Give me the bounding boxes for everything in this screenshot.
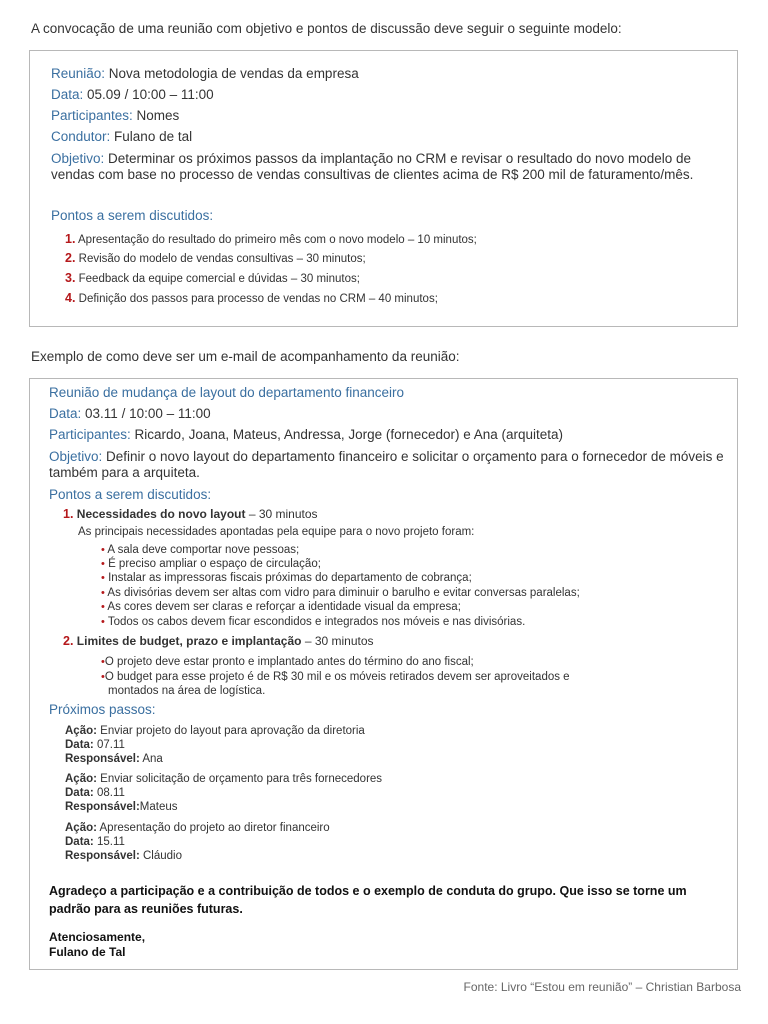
condutor-row [51, 129, 192, 144]
item2-heading: 2. Limites de budget, prazo e implantação – 30 minutos [63, 634, 374, 648]
list-item: •O budget para esse projeto é de R$ 30 mil e os móveis retirados devem ser aproveitados e [101, 671, 570, 683]
reuniao-value: Nova metodologia de vendas da empresa [105, 66, 359, 81]
intro-text-email: Exemplo de como deve ser um e-mail de acompanhamento da reunião: [31, 349, 460, 364]
list-item: 3. Feedback da equipe comercial e dúvidas – 30 minutos; [65, 271, 360, 285]
list-item: • Instalar as impressoras fiscais próximas do departamento de cobrança; [101, 572, 472, 584]
participantes-value: Nomes [132, 108, 180, 123]
list-item-continuation: montados na área de logística. [108, 685, 266, 697]
condutor-value: Fulano de tal [110, 129, 193, 144]
email-participantes-row: Participantes: Ricardo, Joana, Mateus, Andressa, Jorge (fornecedor) e Ana (arquiteta) [49, 427, 564, 442]
pontos-heading: Pontos a serem discutidos: [51, 208, 214, 223]
list-item: • A sala deve comportar nove pessoas; [101, 544, 300, 556]
list-item: • Todos os cabos devem ficar escondidos e integrados nos móveis e nas divisórias. [101, 616, 526, 628]
list-item: 4. Definição dos passos para processo de vendas no CRM – 40 minutos; [65, 291, 438, 305]
email-data-row: Data: 03.11 / 10:00 – 11:00 [49, 406, 211, 421]
source-citation: Fonte: Livro “Estou em reunião” – Christian Barbosa [463, 980, 741, 994]
participantes-label: Participantes: [51, 108, 133, 123]
list-item: • É preciso ampliar o espaço de circulação; [101, 558, 321, 570]
follow-up-email-example [29, 378, 738, 970]
intro-text-model: A convocação de uma reunião com objetivo e pontos de discussão deve seguir o seguinte modelo: [31, 21, 622, 36]
closing-paragraph: Agradeço a participação e a contribuição de todos e o exemplo de conduta do grupo. Que isso se torne um padrão para as reuniões futuras. [49, 884, 687, 916]
list-item: •O projeto deve estar pronto e implantado antes do término do ano fiscal; [101, 656, 474, 668]
step-3: Ação: Apresentação do projeto ao diretor financeiro Data: 15.11 Responsável: Cláudio [65, 822, 330, 862]
data-row [51, 87, 214, 102]
data-value: 05.09 / 10:00 – 11:00 [83, 87, 214, 102]
meeting-invitation-model [29, 50, 738, 327]
list-item: • As cores devem ser claras e reforçar a identidade visual da empresa; [101, 601, 461, 613]
proximos-heading: Próximos passos: [49, 702, 156, 717]
item1-intro: As principais necessidades apontadas pela equipe para o novo projeto foram: [78, 526, 475, 538]
participantes-row [51, 108, 179, 123]
item1-heading: 1. Necessidades do novo layout – 30 minutos [63, 507, 318, 521]
objetivo-paragraph [51, 151, 716, 183]
condutor-label: Condutor: [51, 129, 111, 144]
step-1: Ação: Enviar projeto do layout para aprovação da diretoria Data: 07.11 Responsável: Ana [65, 725, 365, 765]
list-item: 2. Revisão do modelo de vendas consultivas – 30 minutos; [65, 251, 366, 265]
list-item: 1. Apresentação do resultado do primeiro mês com o novo modelo – 10 minutos; [65, 232, 477, 246]
email-pontos-heading: Pontos a serem discutidos: [49, 487, 212, 502]
email-title: Reunião de mudança de layout do departamento financeiro [49, 385, 404, 400]
objetivo-label: Objetivo: [51, 151, 105, 166]
list-item: • As divisórias devem ser altas com vidro para diminuir o barulho e evitar conversas paralelas; [101, 587, 580, 599]
reuniao-label: Reunião: [51, 66, 106, 81]
objetivo-value: Determinar os próximos passos da implantação no CRM e revisar o resultado do novo modelo de vendas com base no processo de vendas consultivas de clientes acima de R$ 200 mil de faturamento/mês. [51, 151, 694, 182]
data-label: Data: [51, 87, 84, 102]
reuniao-row [51, 66, 359, 81]
step-2: Ação: Enviar solicitação de orçamento para três fornecedores Data: 08.11 Responsável:Mateus [65, 773, 383, 813]
signature: Atenciosamente, Fulano de Tal [49, 930, 146, 959]
email-objetivo-paragraph: Objetivo: Definir o novo layout do departamento financeiro e solicitar o orçamento para o fornecedor de móveis e também para a arquiteta. [49, 449, 724, 480]
